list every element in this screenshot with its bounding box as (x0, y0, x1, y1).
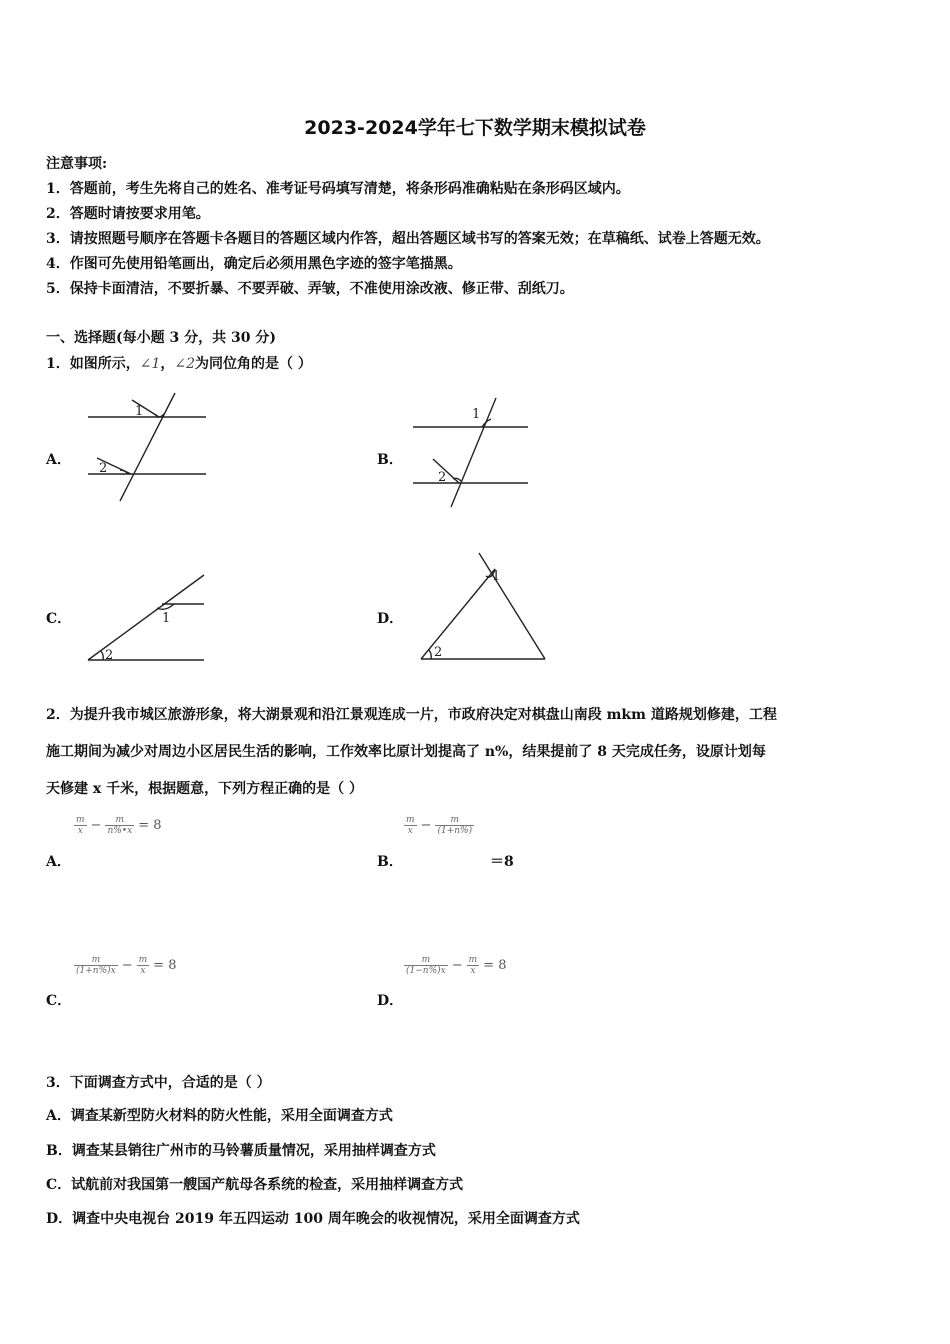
question-2-line-2: 施工期间为减少对周边小区居民生活的影响，工作效率比原计划提高了 n%，结果提前了 8 天完成任务，设原计划每 (46, 744, 766, 760)
frac-den: n%•x (107, 826, 133, 836)
q1-c-label-1: 1 (162, 611, 171, 626)
q1-option-c-label[interactable]: C． (46, 611, 72, 627)
q1-a-label-1: 1 (135, 404, 144, 419)
notice-item: 4．作图可先使用铅笔画出，确定后必须用黑色字迹的签字笔描黑。 (46, 256, 462, 272)
notice-item: 1．答题前，考生先将自己的姓名、准考证号码填写清楚，将条形码准确粘贴在条形码区域内。 (46, 181, 630, 197)
equals-eight: = 8 (483, 958, 507, 973)
q1-stem-start: 1．如图所示， (46, 356, 140, 372)
equals-eight: = 8 (138, 818, 162, 833)
q3-option-a[interactable]: A．调查某新型防火材料的防火性能，采用全面调查方式 (46, 1108, 393, 1124)
section-heading: 一、选择题(每小题 3 分，共 30 分) (46, 330, 276, 346)
q1-d-label-2: 2 (434, 645, 443, 660)
q2-option-b-label[interactable]: B． (377, 854, 403, 870)
frac-den: (1+n%)x (76, 966, 116, 976)
frac-num: m (91, 955, 101, 965)
notice-item: 2．答题时请按要求用笔。 (46, 206, 210, 222)
q1-d-label-1: 1 (492, 569, 501, 584)
frac-den: (1−n%)x (406, 966, 446, 976)
frac-den: x (404, 825, 417, 836)
minus-sign: − (420, 818, 432, 833)
q2-option-c-label[interactable]: C． (46, 993, 72, 1009)
frac-den: (1+n%) (437, 826, 473, 836)
q1-figure-d (418, 550, 553, 665)
q1-sep: ， (160, 356, 175, 372)
question-3-stem: 3．下面调查方式中，合适的是（ ） (46, 1075, 271, 1091)
frac-num: m (468, 955, 478, 965)
q1-option-a-label[interactable]: A． (46, 452, 71, 468)
frac-num: m (450, 815, 460, 825)
minus-sign: − (451, 958, 463, 973)
frac-num: m (421, 955, 431, 965)
equals-eight: = 8 (153, 958, 177, 973)
q1-option-b-label[interactable]: B． (377, 452, 403, 468)
minus-sign: − (121, 958, 133, 973)
q1-figure-a (85, 388, 210, 506)
q1-c-label-2: 2 (105, 648, 114, 663)
minus-sign: − (90, 818, 102, 833)
question-2-line-3: 天修建 x 千米，根据题意，下列方程正确的是（ ） (46, 781, 363, 797)
question-1-stem (46, 353, 312, 373)
notice-heading: 注意事项: (46, 156, 108, 172)
q3-option-b[interactable]: B．调查某县销往广州市的马铃薯质量情况，采用抽样调查方式 (46, 1143, 436, 1159)
q1-figure-c (85, 570, 210, 668)
q3-option-d[interactable]: D．调查中央电视台 2019 年五四运动 100 周年晚会的收视情况，采用全面调查方式 (46, 1211, 580, 1227)
frac-den: x (467, 965, 480, 976)
q1-b-label-1: 1 (472, 407, 481, 422)
q1-b-label-2: 2 (438, 470, 447, 485)
notice-item: 3．请按照题号顺序在答题卡各题目的答题区域内作答，超出答题区域书写的答案无效；在草稿纸、试卷上答题无效。 (46, 231, 770, 247)
frac-den: x (74, 825, 87, 836)
q1-stem-end: 为同位角的是（ ） (195, 356, 312, 372)
q1-angle-2: ∠2 (174, 356, 196, 372)
q2-option-b-equals: ＝8 (490, 854, 514, 870)
q2-option-b-formula (404, 815, 474, 836)
q2-option-a-formula (74, 815, 165, 836)
q1-figure-b (410, 393, 535, 511)
q2-option-d-label[interactable]: D． (377, 993, 404, 1009)
notice-item: 5．保持卡面清洁，不要折暴、不要弄破、弄皱，不准使用涂改液、修正带、刮纸刀。 (46, 281, 574, 297)
frac-num: m (115, 815, 125, 825)
q1-a-label-2: 2 (99, 461, 108, 476)
frac-num: m (76, 815, 85, 825)
q3-option-c[interactable]: C．试航前对我国第一艘国产航母各系统的检查，采用抽样调查方式 (46, 1177, 464, 1193)
q2-option-d-formula (404, 955, 510, 976)
question-2-line-1: 2．为提升我市城区旅游形象，将大湖景观和沿江景观连成一片，市政府决定对棋盘山南段 mkm 道路规划修建，工程 (46, 707, 777, 723)
q2-option-c-formula (74, 955, 180, 976)
page-title: 2023-2024学年七下数学期末模拟试卷 (304, 117, 646, 139)
q1-angle-1: ∠1 (139, 356, 161, 372)
frac-num: m (406, 815, 415, 825)
frac-den: x (137, 965, 150, 976)
q2-option-a-label[interactable]: A． (46, 854, 71, 870)
frac-num: m (138, 955, 148, 965)
q1-option-d-label[interactable]: D． (377, 611, 404, 627)
